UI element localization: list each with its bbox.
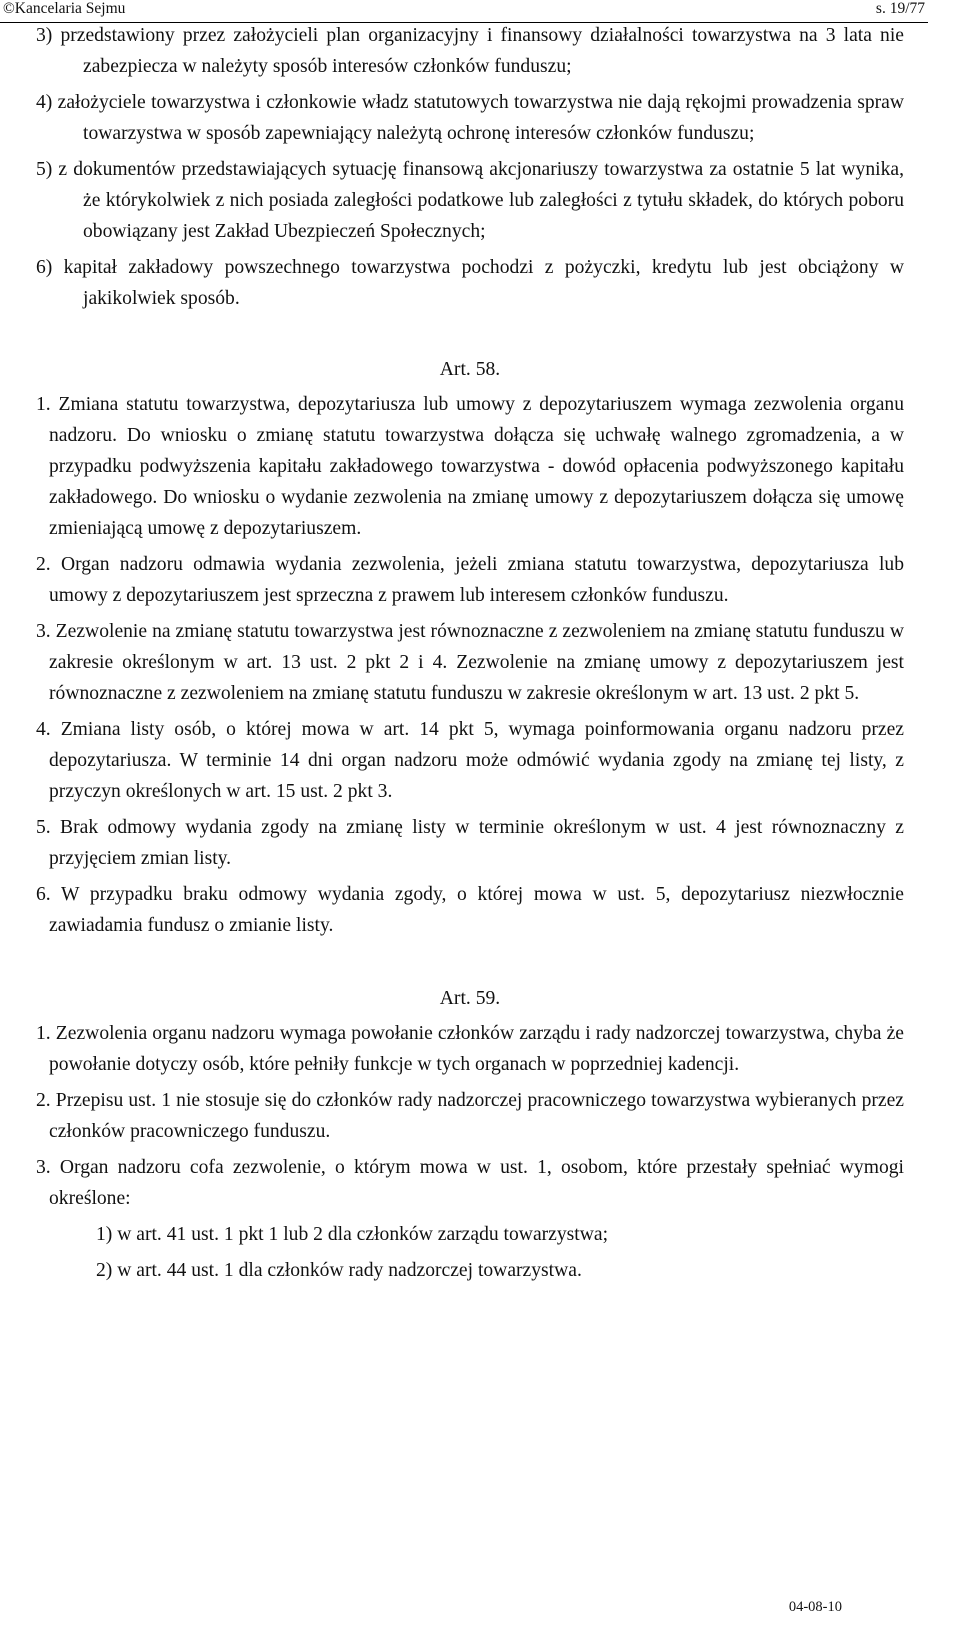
list-item: 4) założyciele towarzystwa i członkowie władz statutowych towarzystwa nie dają rękojmi prowadzenia spraw towarzystwa w sposób zapewniający należytą ochronę interesów członków funduszu; <box>36 92 904 144</box>
page-number: s. 19/77 <box>875 0 925 17</box>
article-59-paragraph: 3. Organ nadzoru cofa zezwolenie, o którym mowa w ust. 1, osobom, które przestały spełniać wymogi określone: <box>36 1157 904 1209</box>
article-58-paragraph: 2. Organ nadzoru odmawia wydania zezwolenia, jeżeli zmiana statutu towarzystwa, depozytariusza lub umowy z depozytariuszem jest sprzeczna z prawem lub interesem członków funduszu. <box>36 554 904 606</box>
article-58-paragraph: 3. Zezwolenie na zmianę statutu towarzystwa jest równoznaczne z zezwoleniem na zmianę statutu funduszu w zakresie określonym w art. 13 ust. 2 pkt 2 i 4. Zezwolenie na zmianę umowy z depozytariuszem jest równoznaczne z zezwoleniem na zmianę statutu funduszu w zakresie określonym w art. 13 ust. 2 pkt 5. <box>36 621 904 704</box>
article-58-paragraph: 5. Brak odmowy wydania zgody na zmianę listy w terminie określonym w ust. 4 jest równoznaczny z przyjęciem zmian listy. <box>36 817 904 869</box>
list-item: 3) przedstawiony przez założycieli plan organizacyjny i finansowy działalności towarzystwa na 3 lata nie zabezpiecza w należyty sposób interesów członków funduszu; <box>36 25 904 77</box>
list-item: 5) z dokumentów przedstawiających sytuację finansową akcjonariuszy towarzystwa za ostatnie 5 lat wynika, że którykolwiek z nich posiada zaległości podatkowe lub zaległości z tytułu składek, do których poboru obowiązany jest Zakład Ubezpieczeń Społecznych; <box>36 159 904 242</box>
article-58-paragraph: 1. Zmiana statutu towarzystwa, depozytariusza lub umowy z depozytariuszem wymaga zezwolenia organu nadzoru. Do wniosku o zmianę statutu towarzystwa dołącza się uchwałę walnego zgromadzenia, a w przypadku podwyższenia kapitału zakładowego towarzystwa - dowód opłacenia podwyższonego kapitału zakładowego. Do wniosku o wydanie zezwolenia na zmianę umowy z depozytariuszem dołącza się umowę zmieniającą umowę z depozytariuszem. <box>36 394 904 539</box>
copyright-label: ©Kancelaria Sejmu <box>3 0 126 17</box>
footer-date: 04-08-10 <box>788 1599 842 1615</box>
article-58-paragraph: 4. Zmiana listy osób, o której mowa w art. 14 pkt 5, wymaga poinformowania organu nadzoru przez depozytariusza. W terminie 14 dni organ nadzoru może odmówić wydania zgody na zmianę tej listy, z przyczyn określonych w art. 15 ust. 2 pkt 3. <box>36 719 904 802</box>
article-58-title: Art. 58. <box>439 359 501 380</box>
article-59-subitem: 2) w art. 44 ust. 1 dla członków rady nadzorczej towarzystwa. <box>96 1260 582 1281</box>
document-body <box>36 20 904 1291</box>
article-59-paragraph: 1. Zezwolenia organu nadzoru wymaga powołanie członków zarządu i rady nadzorczej towarzystwa, chyba że powołanie dotyczy osób, które pełniły funkcje w tych organach w poprzedniej kadencji. <box>36 1023 904 1075</box>
article-58-paragraph: 6. W przypadku braku odmowy wydania zgody, o której mowa w ust. 5, depozytariusz niezwłocznie zawiadamia fundusz o zmianie listy. <box>36 884 904 936</box>
article-59-title: Art. 59. <box>439 988 501 1009</box>
list-item: 6) kapitał zakładowy powszechnego towarzystwa pochodzi z pożyczki, kredytu lub jest obciążony w jakikolwiek sposób. <box>36 257 904 309</box>
article-59-subitem: 1) w art. 41 ust. 1 pkt 1 lub 2 dla członków zarządu towarzystwa; <box>96 1224 609 1245</box>
article-59-paragraph: 2. Przepisu ust. 1 nie stosuje się do członków rady nadzorczej pracowniczego towarzystwa wybieranych przez członków pracowniczego funduszu. <box>36 1090 904 1142</box>
